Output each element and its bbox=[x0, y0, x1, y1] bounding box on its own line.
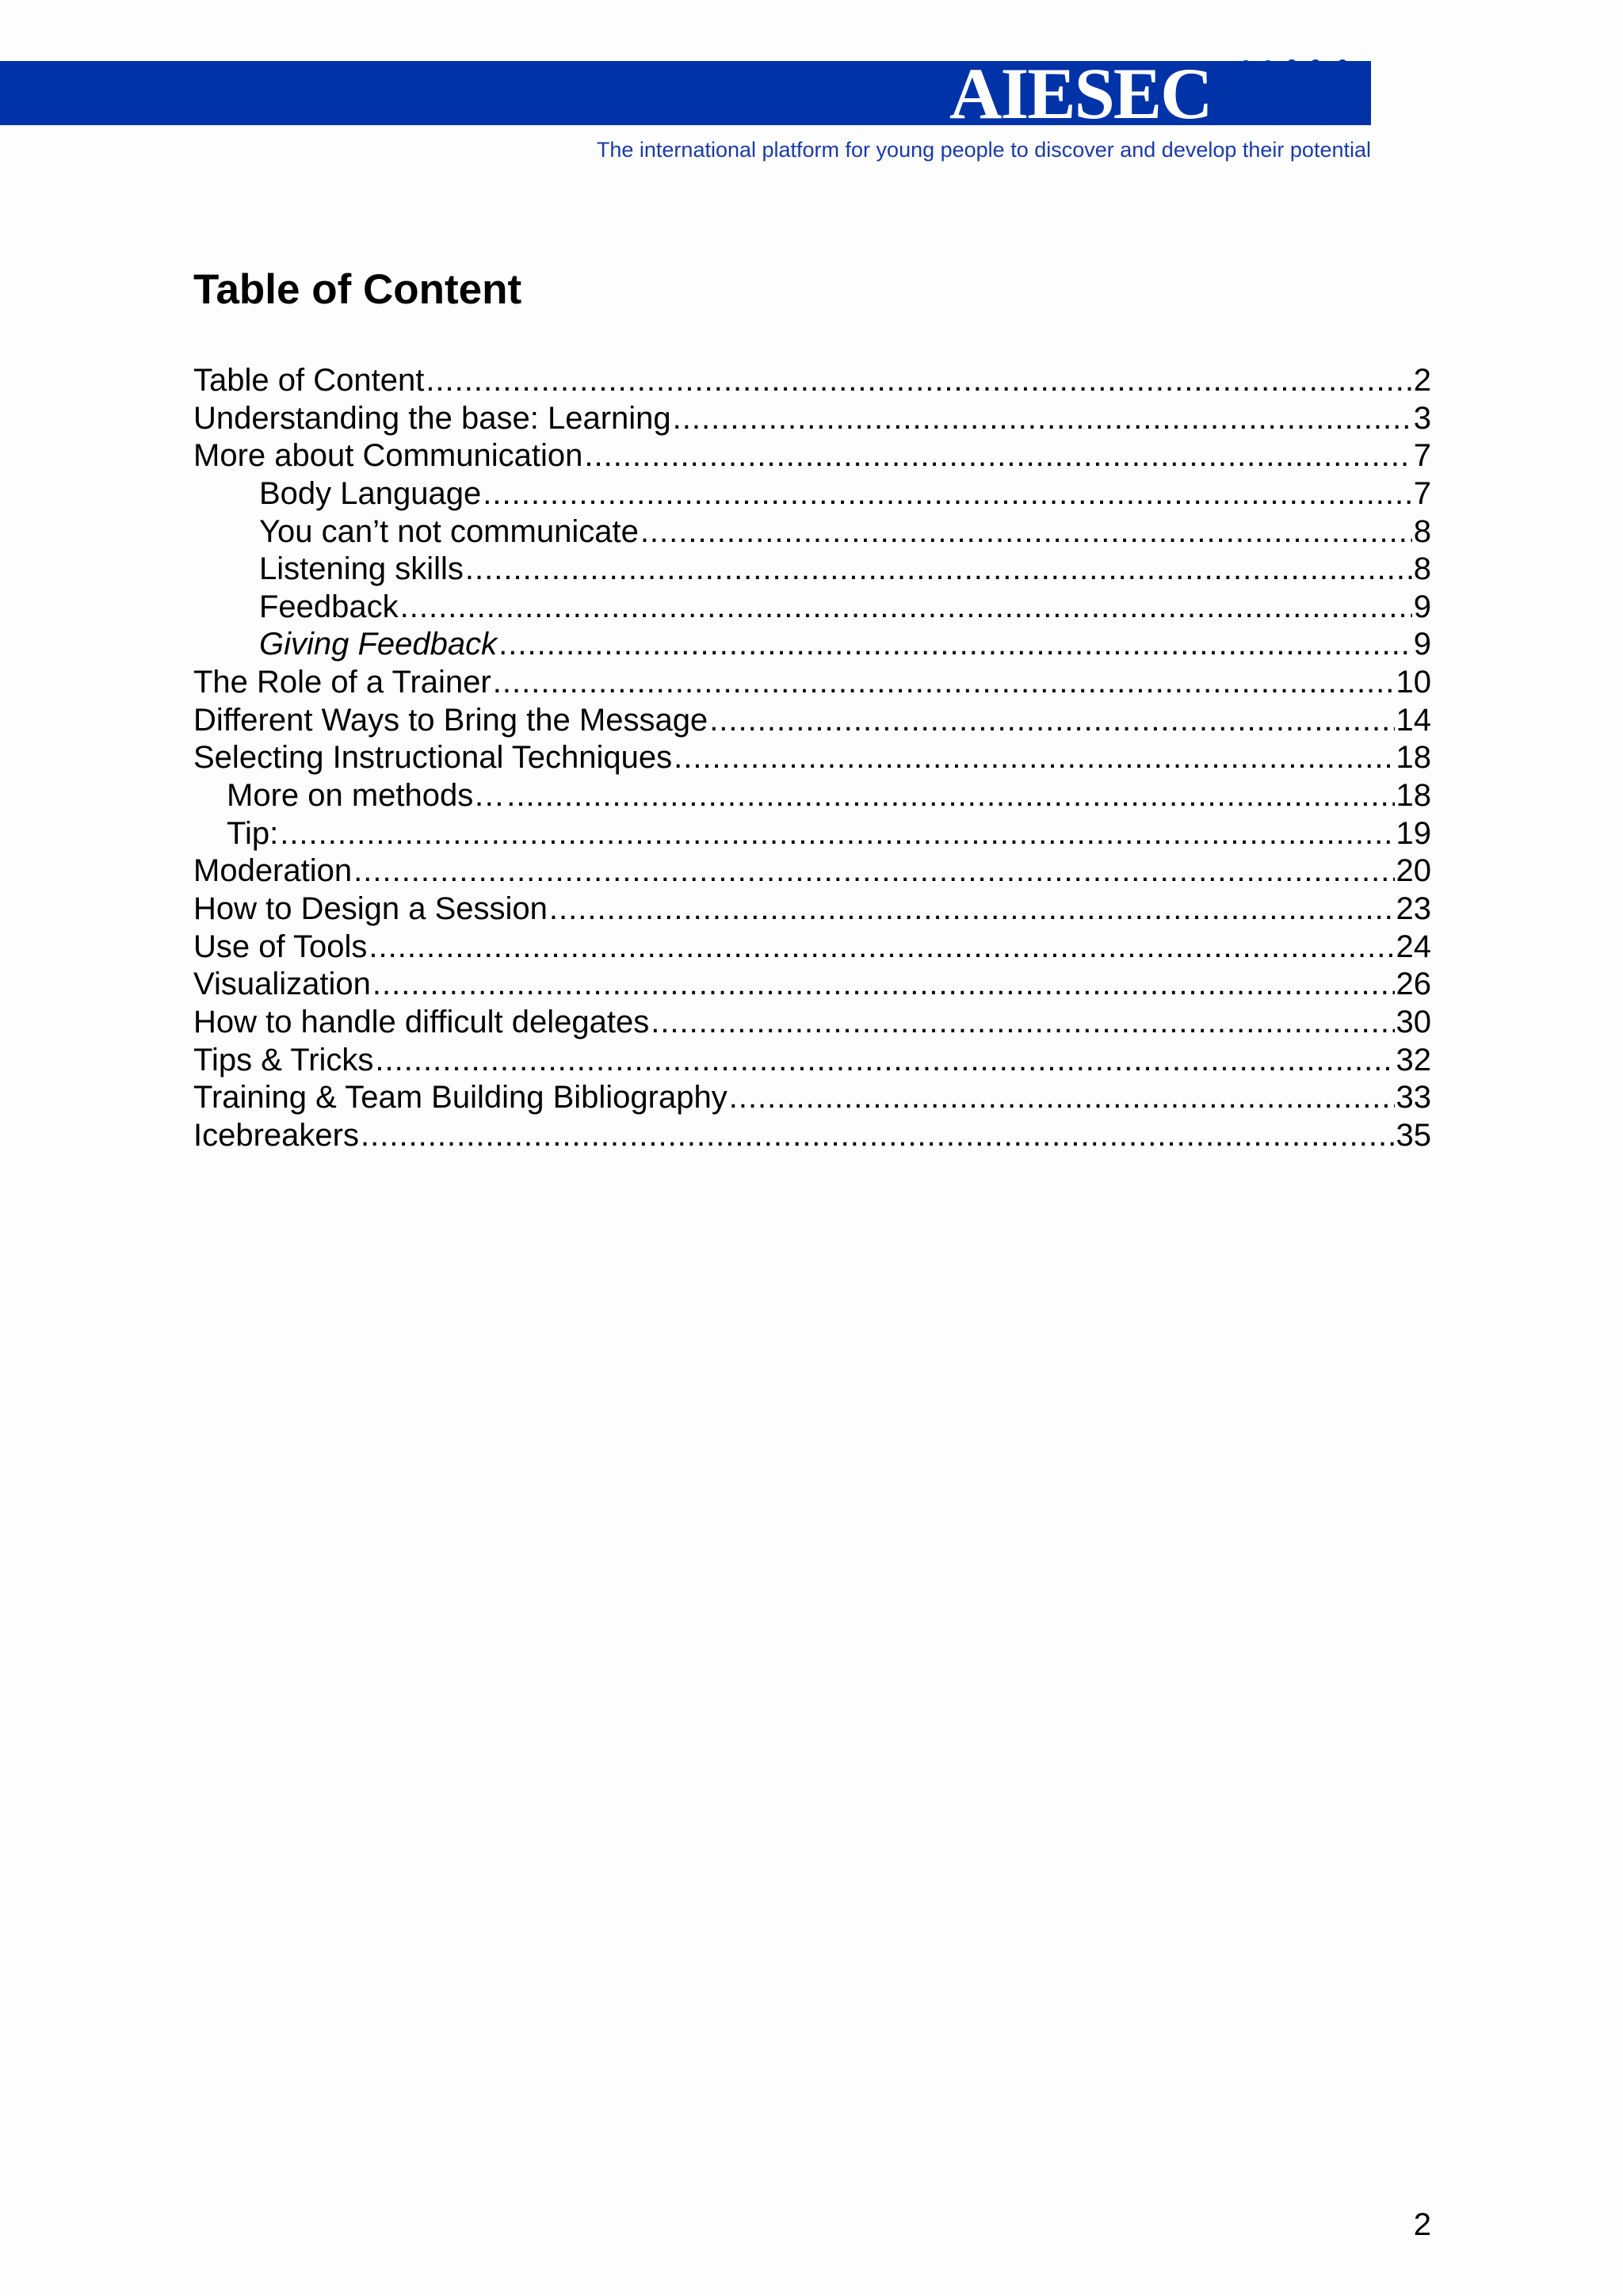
toc-leader-dots bbox=[375, 1042, 1394, 1080]
toc-entry-label: Tip: bbox=[227, 815, 279, 851]
toc-entry[interactable] bbox=[193, 777, 1431, 815]
toc-entry[interactable] bbox=[193, 437, 1431, 475]
page-number: 2 bbox=[1413, 2207, 1431, 2242]
toc-entry-label: Icebreakers bbox=[193, 1117, 359, 1153]
toc-entry-label: Tips & Tricks bbox=[193, 1042, 374, 1077]
toc-entry-page: 14 bbox=[1396, 702, 1431, 738]
toc-entry-page: 8 bbox=[1413, 513, 1431, 549]
toc-entry-page: 23 bbox=[1396, 891, 1431, 926]
toc-entry-label: More on methods… bbox=[227, 778, 506, 814]
toc-entry[interactable] bbox=[193, 589, 1431, 627]
toc-entry-page: 18 bbox=[1396, 778, 1431, 814]
toc-entry-page: 7 bbox=[1413, 475, 1431, 511]
toc-leader-dots bbox=[426, 362, 1411, 400]
toc-entry[interactable] bbox=[193, 551, 1431, 589]
toc-leader-dots bbox=[483, 475, 1411, 513]
toc-leader-dots bbox=[400, 589, 1412, 627]
toc-leader-dots bbox=[651, 1004, 1394, 1042]
toc-entry-page: 26 bbox=[1396, 967, 1431, 1002]
toc-entry-label: Listening skills bbox=[259, 551, 464, 587]
toc-entry-label: Moderation bbox=[193, 853, 353, 889]
toc-entry[interactable] bbox=[193, 475, 1431, 513]
toc-entry-label: The Role of a Trainer bbox=[193, 665, 491, 700]
toc-entry-page: 9 bbox=[1413, 627, 1431, 662]
tagline: The international platform for young people to discover and develop their potential bbox=[596, 138, 1371, 162]
toc-leader-dots bbox=[709, 702, 1394, 740]
toc-entry-page: 20 bbox=[1396, 853, 1431, 889]
toc-entry-label: How to Design a Session bbox=[193, 891, 548, 926]
toc-entry[interactable] bbox=[193, 664, 1431, 702]
toc-entry-label: Body Language bbox=[259, 475, 482, 511]
toc-entry[interactable] bbox=[193, 702, 1431, 740]
toc-entry[interactable] bbox=[193, 815, 1431, 853]
toc-entry-label: Different Ways to Bring the Message bbox=[193, 702, 708, 738]
toc-leader-dots bbox=[498, 626, 1412, 664]
toc-entry-page: 8 bbox=[1413, 551, 1431, 587]
toc-leader-dots bbox=[493, 664, 1395, 702]
toc-entry-page: 19 bbox=[1396, 815, 1431, 851]
toc-entry-label: Training & Team Building Bibliography bbox=[193, 1080, 727, 1116]
toc-leader-dots bbox=[674, 739, 1394, 777]
toc-entry-label: Selecting Instructional Techniques bbox=[193, 740, 673, 776]
toc-leader-dots bbox=[549, 891, 1395, 929]
toc-entry-page: 9 bbox=[1413, 589, 1431, 624]
toc-entry-page: 2 bbox=[1413, 363, 1431, 398]
toc-entry[interactable] bbox=[193, 1004, 1431, 1042]
aiesec-logo: AIESEC bbox=[949, 53, 1212, 134]
toc-leader-dots bbox=[369, 929, 1394, 967]
toc-entry-label: Use of Tools bbox=[193, 929, 368, 964]
page-title: Table of Content bbox=[193, 266, 522, 313]
toc-entry[interactable] bbox=[193, 966, 1431, 1004]
toc-entry-label: Feedback bbox=[259, 589, 399, 624]
toc-entry[interactable] bbox=[193, 1117, 1431, 1155]
toc-leader-dots bbox=[361, 1117, 1395, 1155]
toc-leader-dots bbox=[506, 777, 1394, 815]
toc-entry-label: Giving Feedback bbox=[259, 627, 498, 662]
toc-entry-label: Understanding the base: Learning bbox=[193, 400, 671, 436]
toc-leader-dots bbox=[280, 815, 1394, 853]
toc-leader-dots bbox=[640, 513, 1412, 551]
toc-entry-page: 18 bbox=[1396, 740, 1431, 776]
toc-entry[interactable] bbox=[193, 400, 1431, 438]
table-of-contents bbox=[193, 362, 1431, 1154]
walking-people-icon bbox=[1212, 59, 1371, 127]
toc-entry[interactable] bbox=[193, 852, 1431, 891]
toc-leader-dots bbox=[584, 437, 1411, 475]
toc-entry-page: 10 bbox=[1396, 665, 1431, 700]
toc-leader-dots bbox=[465, 551, 1412, 589]
toc-entry-page: 24 bbox=[1396, 929, 1431, 964]
toc-leader-dots bbox=[353, 852, 1394, 891]
toc-leader-dots bbox=[673, 400, 1412, 438]
toc-entry-page: 3 bbox=[1413, 400, 1431, 436]
toc-entry[interactable] bbox=[193, 513, 1431, 551]
toc-leader-dots bbox=[729, 1079, 1395, 1117]
toc-entry-label: Visualization bbox=[193, 967, 371, 1002]
toc-entry-page: 32 bbox=[1396, 1042, 1431, 1077]
toc-entry[interactable] bbox=[193, 1042, 1431, 1080]
toc-entry[interactable] bbox=[193, 362, 1431, 400]
toc-entry-page: 35 bbox=[1396, 1117, 1431, 1153]
toc-entry-label: More about Communication bbox=[193, 438, 583, 474]
toc-entry[interactable] bbox=[193, 626, 1431, 664]
toc-entry-page: 33 bbox=[1396, 1080, 1431, 1116]
toc-entry-label: You can’t not communicate bbox=[259, 513, 639, 549]
toc-entry-label: Table of Content bbox=[193, 363, 425, 398]
toc-entry[interactable] bbox=[193, 891, 1431, 929]
toc-entry-page: 30 bbox=[1396, 1004, 1431, 1039]
toc-entry[interactable] bbox=[193, 1079, 1431, 1117]
toc-entry[interactable] bbox=[193, 929, 1431, 967]
toc-entry-page: 7 bbox=[1413, 438, 1431, 474]
toc-leader-dots bbox=[372, 966, 1395, 1004]
toc-entry-label: How to handle difficult delegates bbox=[193, 1004, 650, 1039]
toc-entry[interactable] bbox=[193, 739, 1431, 777]
